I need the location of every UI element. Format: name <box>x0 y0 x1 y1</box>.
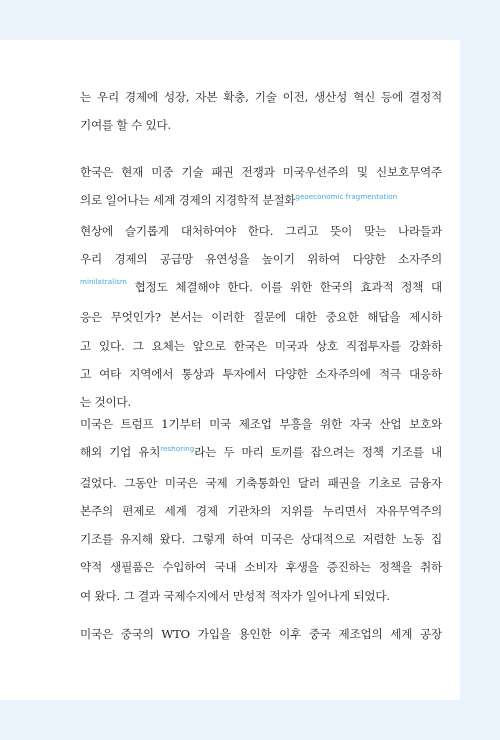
text-line: 미국은 중국의 WTO 가입을 용인한 이후 중국 제조업의 세계 공장 <box>80 627 442 641</box>
text-line: 는 것이다. <box>80 395 131 410</box>
text-line-with-gloss <box>80 438 442 468</box>
text-line: 현상에 슬기롭게 대처하여야 한다. 그리고 뜻이 맞는 나라들과 <box>80 223 442 238</box>
paragraph-2 <box>80 158 442 417</box>
text-line: 한국은 현재 미중 기술 패권 전쟁과 미국우선주의 및 신보호무역주 <box>80 165 442 179</box>
english-gloss: minilatralism <box>80 277 127 287</box>
text-line: 미국은 트럼프 1기부터 미국 제조업 부흥을 위한 자국 산업 보호와 <box>80 417 442 431</box>
paragraph-1 <box>80 83 442 140</box>
line-text: 협정도 체결해야 한다. 이를 위한 한국의 효과적 정책 대 <box>134 280 442 295</box>
english-gloss: reshoring <box>160 444 195 454</box>
text-line: 응은 무엇인가? 본서는 이러한 질문에 대한 중요한 해답을 제시하 <box>80 310 442 325</box>
text-line-with-gloss <box>80 273 442 303</box>
text-line-with-gloss <box>80 186 442 216</box>
text-line: 기조를 유지해 왔다. 그렇게 하여 미국은 상대적으로 저렴한 노동 집 <box>80 532 442 547</box>
line-text: 의로 일어나는 세계 경제의 지경학적 분절화 <box>80 193 296 208</box>
text-line: 기여를 할 수 있다. <box>80 118 171 133</box>
line-text: 라는 두 마리 토끼를 잡으려는 정책 기조를 내 <box>194 445 442 460</box>
paragraph-3 <box>80 410 442 610</box>
text-line: 본주의 편제로 세계 경제 기관차의 지위를 누리면서 자유무역주의 <box>80 503 442 518</box>
text-line: 약적 생필품은 수입하여 국내 소비자 후생을 증진하는 정책을 취하 <box>80 560 442 575</box>
text-line: 고 여타 지역에서 통상과 투자에서 다양한 소자주의에 적극 대응하 <box>80 367 442 382</box>
english-gloss: geoeconomic fragmentation <box>295 192 398 202</box>
line-text: 해외 기업 유치 <box>80 445 161 460</box>
text-line: 우리 경제의 공급망 유연성을 높이기 위하여 다양한 소자주의 <box>80 251 442 266</box>
text-line: 는 우리 경제에 성장, 자본 확충, 기술 이전, 생산성 혁신 등에 결정적 <box>80 90 442 104</box>
paragraph-4 <box>80 620 442 648</box>
text-line: 여 왔다. 그 결과 국제수지에서 만성적 적자가 일어나게 되었다. <box>80 588 390 603</box>
text-line: 고 있다. 그 요체는 앞으로 한국은 미국과 상호 직접투자를 강화하 <box>80 338 442 353</box>
text-line: 걸었다. 그동안 미국은 국제 기축통화인 달러 패권을 기초로 금융자 <box>80 475 442 490</box>
